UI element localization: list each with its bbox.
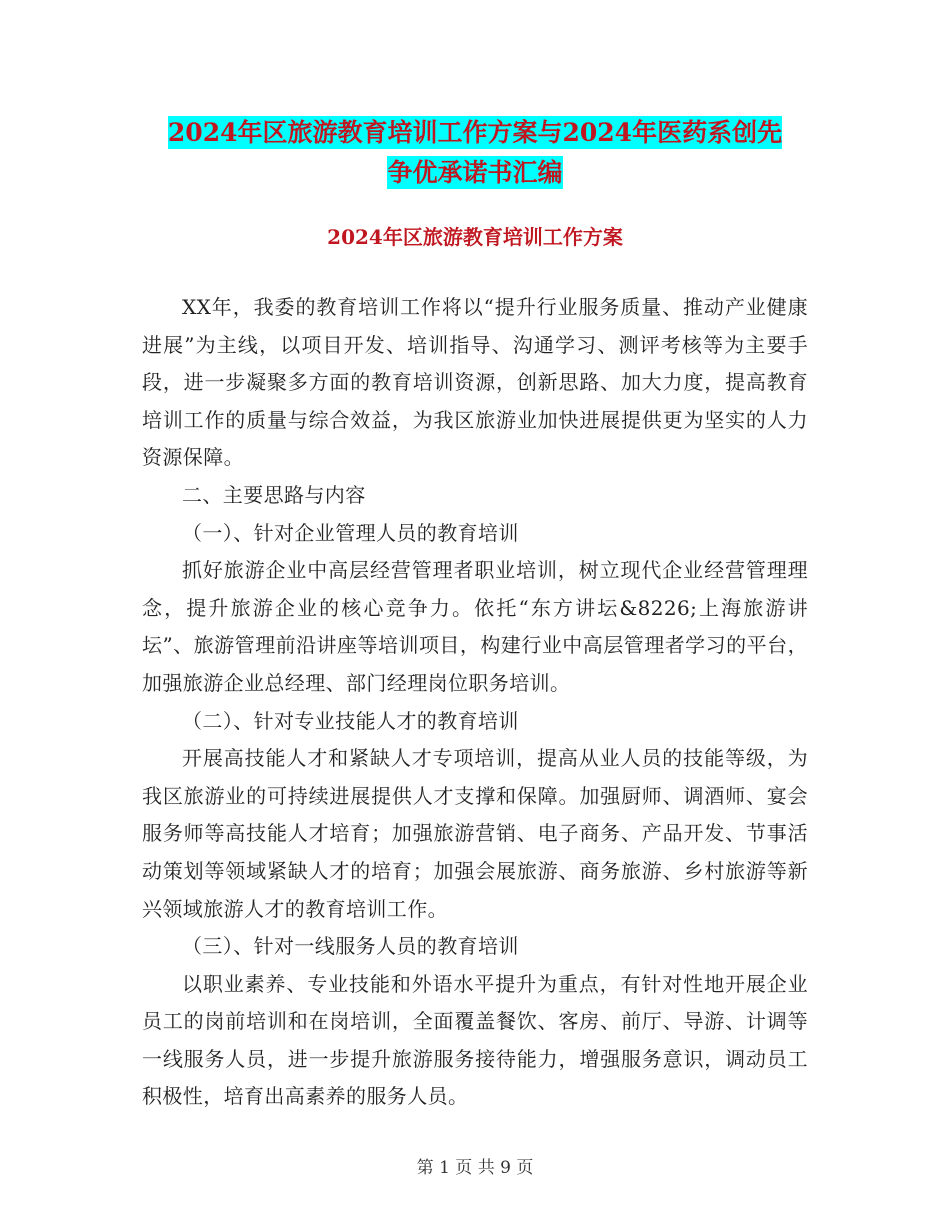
- heading-section-1: （一）、针对企业管理人员的教育培训: [182, 520, 519, 545]
- page-footer: 第 1 页 共 9 页: [416, 1158, 534, 1178]
- heading-section-3: （三）、针对一线服务人员的教育培训: [182, 934, 519, 959]
- paragraph-section-2: 开展高技能人才和紧缺人才专项培训，提高从业人员的技能等级，为我区旅游业的可持续进展提供人才支撑和保障。加强厨师、调酒师、宴会服务师等高技能人才培育；加强旅游营销、电子商务、产品开发、节事活动策划等领域紧缺人才的培育；加强会展旅游、商务旅游、乡村旅游等新兴领域旅游人才的教育培训工作。: [142, 746, 808, 921]
- section-title: 2024年区旅游教育培训工作方案: [327, 225, 623, 249]
- paragraph-intro: XX年，我委的教育培训工作将以“提升行业服务质量、推动产业健康进展”为主线，以项目开发、培训指导、沟通学习、测评考核等为主要手段，进一步凝聚多方面的教育培训资源，创新思路、加大力度，提高教育培训工作的质量与综合效益，为我区旅游业加快进展提供更为坚实的人力资源保障。: [142, 295, 808, 470]
- document-title: [0, 113, 950, 193]
- heading-section-2: （二）、针对专业技能人才的教育培训: [182, 708, 519, 733]
- paragraph-section-3: 以职业素养、专业技能和外语水平提升为重点，有针对性地开展企业员工的岗前培训和在岗培训，全面覆盖餐饮、客房、前厅、导游、计调等一线服务人员，进一步提升旅游服务接待能力，增强服务意识，调动员工积极性，培育出高素养的服务人员。: [142, 971, 808, 1109]
- body-text: [142, 289, 808, 1116]
- title-line-2: 争优承诺书汇编: [387, 158, 563, 187]
- title-line-1: 2024年区旅游教育培训工作方案与2024年医药系创先: [167, 118, 783, 147]
- paragraph-section-1: 抓好旅游企业中高层经营管理者职业培训，树立现代企业经营管理理念，提升旅游企业的核心竞争力。依托“东方讲坛&8226;上海旅游讲坛”、旅游管理前沿讲座等培训项目，构建行业中高层管理者学习的平台，加强旅游企业总经理、部门经理岗位职务培训。: [142, 558, 808, 695]
- heading-main-ideas: 二、主要思路与内容: [182, 482, 366, 507]
